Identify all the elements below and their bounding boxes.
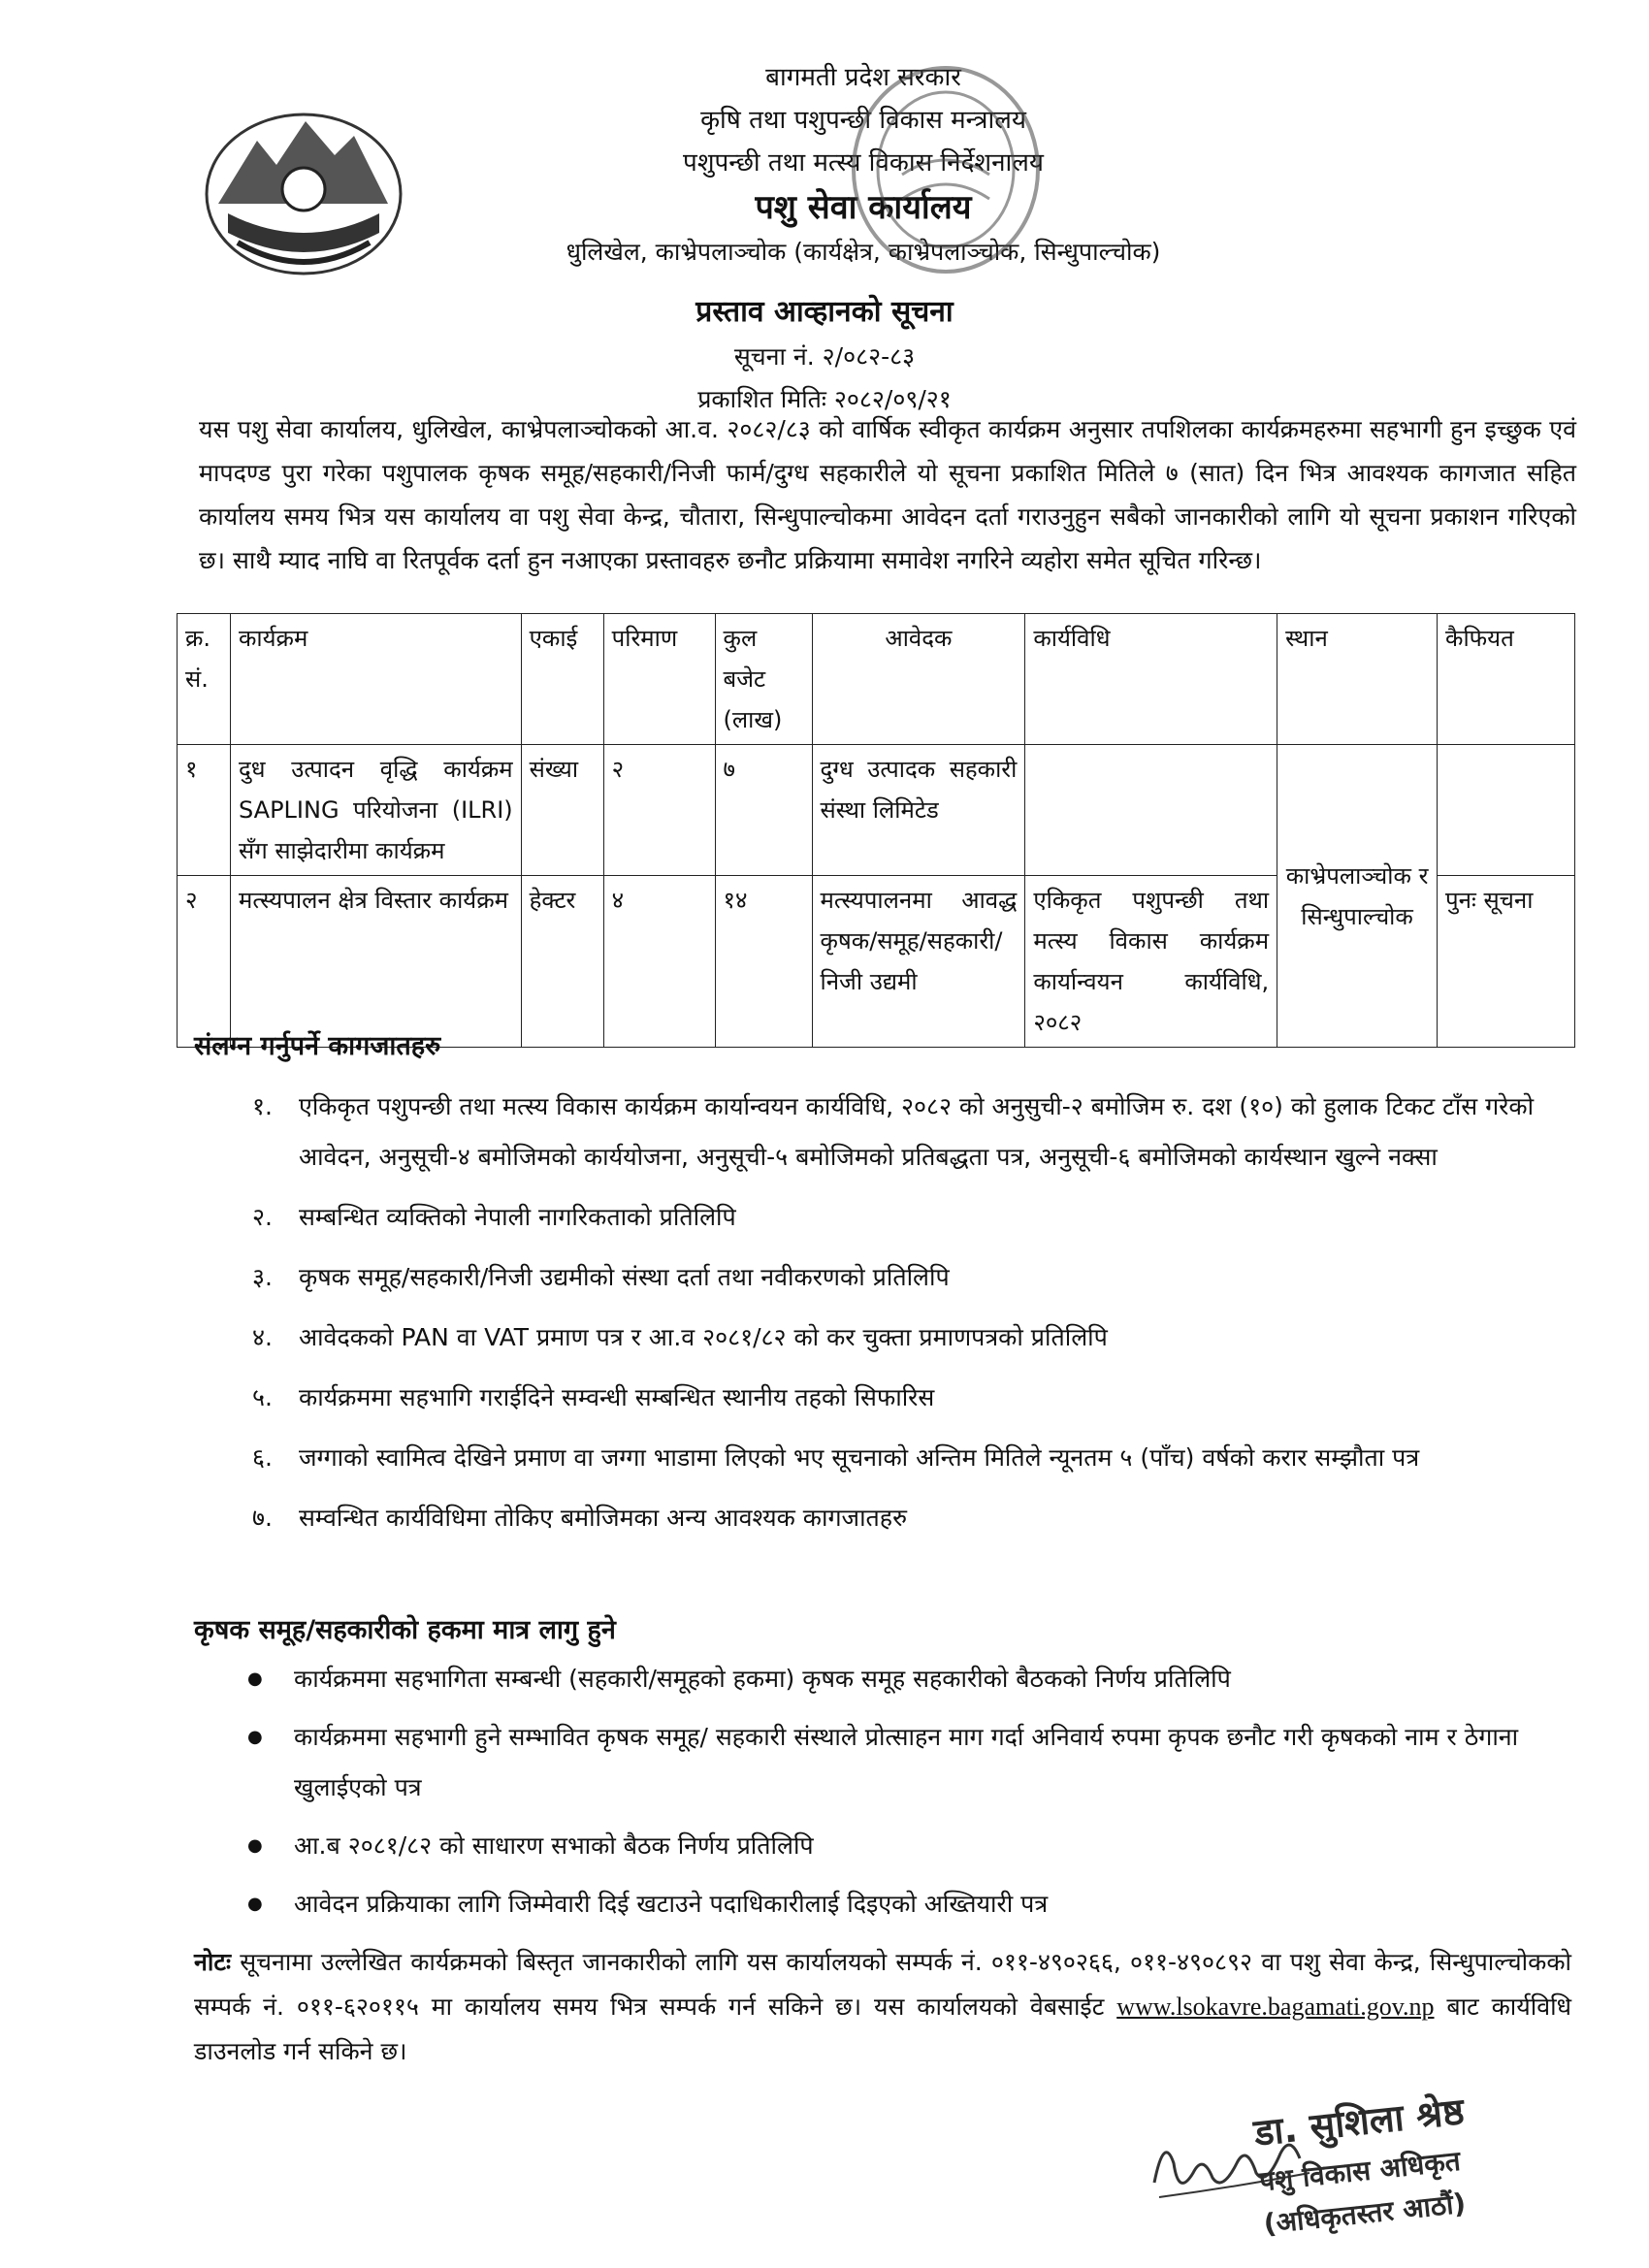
note-text: सूचनामा उल्लेखित कार्यक्रमको बिस्तृत जानकारीको लागि यस कार्यालयको सम्पर्क नं. ०११-४९०२६६, ०११-४९०८९२ वा पशु सेवा केन्द्र, सिन्धुपाल्चोकको सम्पर्क नं. ०११-६२०११५ मा कार्यालय समय भित्र सम्पर्क गर्न सकिने छ। यस कार्यालयको वेबसाईट: [194, 1948, 1571, 2021]
item-number: २.: [252, 1203, 273, 1231]
header-program: कार्यक्रम: [230, 614, 521, 745]
list-item: [252, 1493, 1571, 1543]
cell-program: दुध उत्पादन वृद्धि कार्यक्रम SAPLING परियोजना (ILRI) सँग साझेदारीमा कार्यक्रम: [230, 745, 521, 876]
nepal-emblem-icon: [199, 97, 407, 281]
item-number: १.: [252, 1092, 273, 1120]
cell-quantity: २: [603, 745, 715, 876]
cell-sn: १: [178, 745, 231, 876]
list-item: [252, 1192, 1571, 1243]
list-item: [247, 1879, 1571, 1929]
item-text: जग्गाको स्वामित्व देखिने प्रमाण वा जग्गा भाडामा लिएको भए सूचनाको अन्तिम मितिले न्यूनतम ५ (पाँच) वर्षको करार सम्झौता पत्र: [299, 1443, 1420, 1472]
list-item: [247, 1821, 1571, 1871]
list-item: [252, 1252, 1571, 1303]
cell-applicant: दुग्ध उत्पादक सहकारी संस्था लिमिटेड: [812, 745, 1025, 876]
cell-unit: संख्या: [521, 745, 603, 876]
publication-date: प्रकाशित मितिः २०८२/०९/२१: [697, 385, 952, 413]
bullet-icon: ●: [247, 1835, 263, 1856]
documents-list: [252, 1082, 1571, 1553]
documents-heading: संलग्न गर्नुपर्ने कागजातहरु: [194, 1031, 441, 1061]
note-label: नोटः: [194, 1948, 232, 1976]
contact-note: [194, 1940, 1571, 2074]
cell-remarks: पुनः सूचना: [1438, 876, 1575, 1048]
bullet-icon: ●: [247, 1669, 263, 1689]
item-text: एकिकृत पशुपन्छी तथा मत्स्य विकास कार्यक्रम कार्यान्वयन कार्यविधि, २०८२ को अनुसुची-२ बमोजिम रु. दश (१०) को हुलाक टिकट टाँस गरेको आवेदन, अनुसूची-४ बमोजिमको कार्ययोजना, अनुसूची-५ बमोजिमको प्रतिबद्धता पत्र, अनुसूची-६ बमोजिमको कार्यस्थान खुल्ने नक्सा: [299, 1092, 1535, 1171]
bullet-icon: ●: [247, 1894, 263, 1914]
signatory-name: डा. सुशिला श्रेष्ठ: [1251, 2090, 1467, 2155]
notice-title: प्रस्ताव आव्हानको सूचना: [695, 295, 954, 329]
item-text: सम्बन्धित व्यक्तिको नेपाली नागरिकताको प्रतिलिपि: [299, 1203, 736, 1231]
farmer-bullet-list: [247, 1654, 1571, 1937]
table-header-row: [178, 614, 1575, 745]
item-text: आवेदन प्रक्रियाका लागि जिम्मेवारी दिई खटाउने पदाधिकारीलाई दिइएको अख्तियारी पत्र: [294, 1890, 1049, 1918]
list-item: [247, 1654, 1571, 1704]
office-address: धुलिखेल, काभ्रेपलाञ्चोक (कार्यक्षेत्र, काभ्रेपलाञ्चोक, सिन्धुपाल्चोक): [566, 238, 1161, 266]
list-item: [252, 1433, 1571, 1483]
item-text: आ.ब २०८१/८२ को साधारण सभाको बैठक निर्णय प्रतिलिपि: [294, 1831, 814, 1860]
header-quantity: परिमाण: [603, 614, 715, 745]
list-item: [252, 1373, 1571, 1423]
signatory-rank: (अधिकृतस्तर आठौं): [1262, 2187, 1468, 2241]
cell-quantity: ४: [603, 876, 715, 1048]
header-unit: एकाई: [521, 614, 603, 745]
signatory-designation: पशु विकास अधिकृत: [1257, 2144, 1463, 2198]
cell-sn: २: [178, 876, 231, 1048]
cell-location: काभ्रेपलाञ्चोक र सिन्धुपाल्चोक: [1277, 745, 1438, 1048]
note-text-end: बाट कार्यविधि डाउनलोड गर्न सकिने छ।: [194, 1993, 1571, 2065]
intro-paragraph: यस पशु सेवा कार्यालय, धुलिखेल, काभ्रेपलाञ्चोकको आ.व. २०८२/८३ को वार्षिक स्वीकृत कार्यक्रम अनुसार तपशिलका कार्यक्रमहरुमा सहभागी हुन इच्छुक एवं मापदण्ड पुरा गरेका पशुपालक कृषक समूह/सहकारी/निजी फार्म/दुग्ध सहकारीले यो सूचना प्रकाशित मितिले ७ (सात) दिन भित्र आवश्यक कागजात सहित कार्यालय समय भित्र यस कार्यालय वा पशु सेवा केन्द्र, चौतारा, सिन्धुपाल्चोकमा आवेदन दर्ता गराउनुहुन सबैको जानकारीको लागि यो सूचना प्रकाशन गरिएको छ। साथै म्याद नाघि वा रितपूर्वक दर्ता हुन नआएका प्रस्तावहरु छनौट प्रक्रियामा समावेश नगरिने व्यहोरा समेत सूचित गरिन्छ।: [199, 415, 1576, 574]
item-text: कार्यक्रममा सहभागिता सम्बन्धी (सहकारी/समूहको हकमा) कृषक समूह सहकारीको बैठकको निर्णय प्रतिलिपि: [294, 1665, 1231, 1693]
cell-program: मत्स्यपालन क्षेत्र विस्तार कार्यक्रम: [230, 876, 521, 1048]
table-row: [178, 745, 1575, 876]
item-text: आवेदकको PAN वा VAT प्रमाण पत्र र आ.व २०८१/८२ को कर चुक्ता प्रमाणपत्रको प्रतिलिपि: [299, 1323, 1108, 1351]
item-number: ३.: [252, 1263, 273, 1291]
item-text: कृषक समूह/सहकारी/निजी उद्यमीको संस्था दर्ता तथा नवीकरणको प्रतिलिपि: [299, 1263, 950, 1291]
government-line: बागमती प्रदेश सरकार: [765, 63, 961, 92]
header-applicant: आवेदक: [812, 614, 1025, 745]
signatory-block: [1251, 2067, 1623, 2246]
office-stamp-icon: [844, 58, 1048, 281]
list-item: [252, 1312, 1571, 1363]
header-remarks: कैफियत: [1438, 614, 1575, 745]
list-item: [252, 1082, 1571, 1183]
list-item: [247, 1712, 1571, 1813]
cell-procedure: [1025, 745, 1277, 876]
program-table: [177, 613, 1575, 1048]
header-budget: कुल बजेट (लाख): [715, 614, 812, 745]
cell-budget: १४: [715, 876, 812, 1048]
website-link[interactable]: www.lsokavre.bagamati.gov.np: [1116, 1993, 1435, 2021]
item-text: सम्वन्धित कार्यविधिमा तोकिए बमोजिमका अन्य आवश्यक कागजातहरु: [299, 1504, 908, 1532]
item-number: ४.: [252, 1323, 273, 1351]
item-text: कार्यक्रममा सहभागि गराईदिने सम्वन्धी सम्बन्धित स्थानीय तहको सिफारिस: [299, 1383, 935, 1411]
cell-budget: ७: [715, 745, 812, 876]
farmer-section-heading: कृषक समूह/सहकारीको हकमा मात्र लागु हुने: [194, 1615, 616, 1645]
office-name: पशु सेवा कार्यालय: [755, 188, 972, 227]
item-text: कार्यक्रममा सहभागी हुने सम्भावित कृषक समूह/ सहकारी संस्थाले प्रोत्साहन माग गर्दा अनिवार्य रुपमा कृपक छनौट गरी कृषकको नाम र ठेगाना खुलाईएको पत्र: [294, 1723, 1519, 1801]
cell-unit: हेक्टर: [521, 876, 603, 1048]
notice-number: सूचना नं. २/०८२-८३: [733, 342, 916, 371]
directorate-line: पशुपन्छी तथा मत्स्य विकास निर्देशनालय: [683, 148, 1044, 178]
bullet-icon: ●: [247, 1727, 263, 1747]
header-location: स्थान: [1277, 614, 1438, 745]
item-number: ५.: [252, 1383, 273, 1411]
header-sn: क्र. सं.: [178, 614, 231, 745]
cell-applicant: मत्स्यपालनमा आवद्ध कृषक/समूह/सहकारी/निजी उद्यमी: [812, 876, 1025, 1048]
ministry-line: कृषि तथा पशुपन्छी विकास मन्त्रालय: [700, 106, 1026, 135]
item-number: ७.: [252, 1504, 273, 1532]
notice-title-block: [0, 289, 1649, 421]
item-number: ६.: [252, 1443, 273, 1472]
cell-remarks: [1438, 745, 1575, 876]
cell-procedure: एकिकृत पशुपन्छी तथा मत्स्य विकास कार्यक्रम कार्यान्वयन कार्यविधि, २०८२: [1025, 876, 1277, 1048]
header-procedure: कार्यविधि: [1025, 614, 1277, 745]
